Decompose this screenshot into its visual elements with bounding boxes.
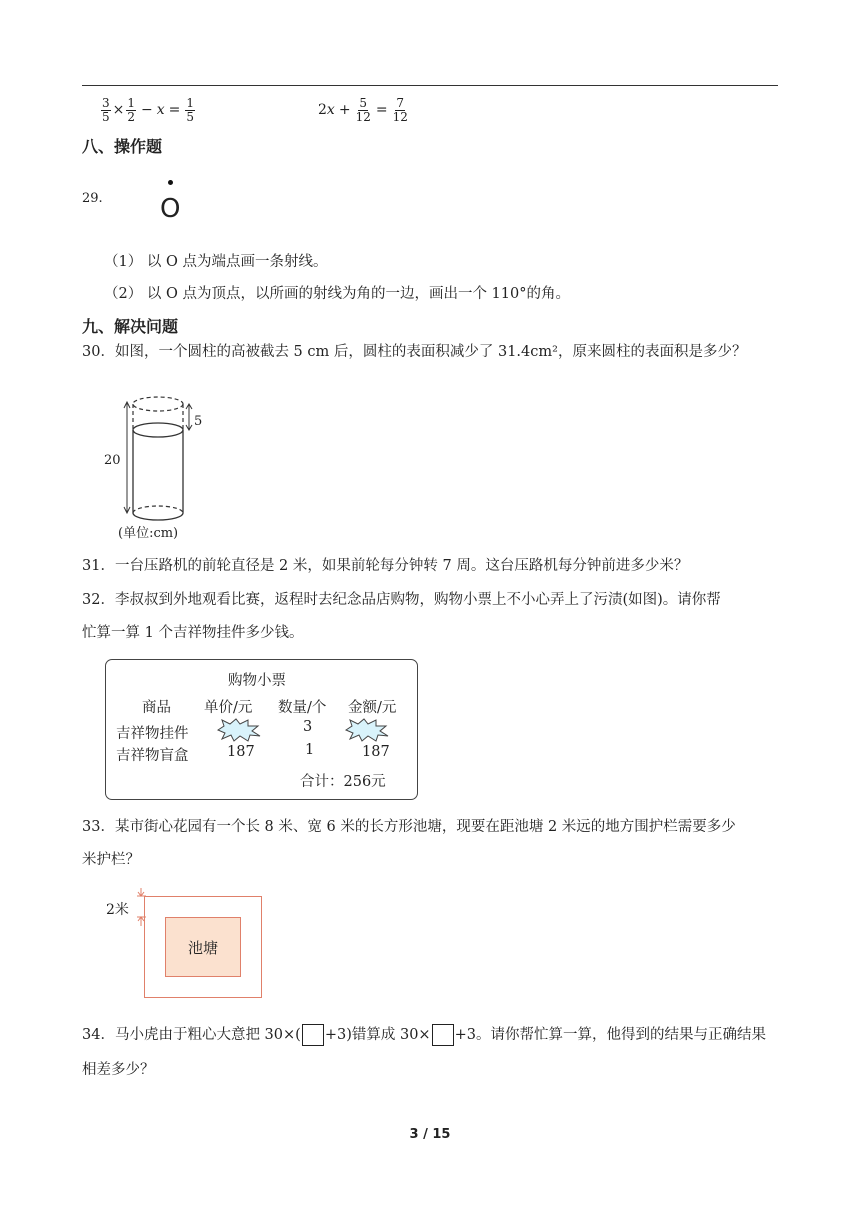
question-text: 相差多少？: [82, 1062, 155, 1078]
receipt-item: 吉祥物挂件: [116, 726, 189, 742]
equation-2: 2 x + $\frac{5}{12}$ = $\frac{7}{12}$: [318, 95, 408, 124]
sub-question: （1） 以 O 点为端点画一条射线。: [104, 254, 328, 270]
question-text: 忙算一算 1 个吉祥物挂件多少钱。: [82, 625, 304, 641]
stain-icon: [214, 718, 262, 742]
section-heading: 九、解决问题: [82, 317, 179, 336]
receipt-header: 商品: [142, 700, 171, 716]
receipt-amount: 187: [362, 744, 390, 760]
fraction: $\frac{7}{12}$: [392, 95, 408, 124]
distance-label: 2米: [106, 902, 129, 918]
fraction: $\frac{3}{5}$: [102, 95, 110, 124]
sub-question: （2） 以 O 点为顶点，以所画的射线为角的一边，画出一个 110°的角。: [104, 286, 570, 302]
receipt-title: 购物小票: [228, 673, 286, 689]
equation-1: $\frac{3}{5}$ × $\frac{1}{2}$ − x = $\frac{1}{5}$: [102, 95, 195, 124]
question-text: 33．某市街心花园有一个长 8 米、宽 6 米的长方形池塘，现要在距池塘 2 米远的地方围护栏需要多少: [82, 819, 736, 835]
blank-box: [432, 1024, 454, 1046]
shopping-receipt: [105, 659, 418, 800]
blank-box: [302, 1024, 324, 1046]
receipt-header: 数量/个: [278, 700, 327, 716]
fraction: $\frac{1}{2}$: [127, 95, 136, 124]
distance-arrows: [134, 888, 154, 928]
height-label: 20: [104, 453, 121, 468]
receipt-header: 金额/元: [348, 700, 397, 716]
receipt-header: 单价/元: [204, 700, 253, 716]
fraction: $\frac{5}{12}$: [355, 95, 371, 124]
fraction: $\frac{1}{5}$: [186, 95, 195, 124]
receipt-price: 187: [227, 744, 255, 760]
receipt-total: 合计：256元: [300, 774, 386, 790]
question-text: 米护栏？: [82, 852, 140, 868]
question-text: 32．李叔叔到外地观看比赛，返程时去纪念品店购物，购物小票上不小心弄上了污渍(如图)。请你帮: [82, 592, 721, 608]
question-number: 29.: [82, 191, 103, 206]
receipt-qty: 3: [303, 719, 313, 735]
question-text: 34．马小虎由于粗心大意把 30×( +3)错算成 30× +3。请你帮忙算一算，他得到的结果与正确结果: [82, 1023, 766, 1047]
stain-icon: [342, 718, 390, 742]
unit-label: (单位:cm): [118, 526, 179, 541]
page-number: 3 / 15: [409, 1127, 451, 1142]
section-heading: 八、操作题: [82, 137, 163, 156]
receipt-qty: 1: [305, 742, 315, 758]
pond-label: 池塘: [187, 938, 218, 957]
point-label: O: [160, 194, 181, 224]
question-text: 31．一台压路机的前轮直径是 2 米，如果前轮每分钟转 7 周。这台压路机每分钟前进多少米？: [82, 558, 689, 574]
receipt-item: 吉祥物盲盒: [116, 748, 189, 764]
cut-label: 5: [194, 414, 203, 429]
point-dot: [168, 180, 173, 185]
question-text: 30．如图，一个圆柱的高被截去 5 cm 后，圆柱的表面积减少了 31.4cm²，原来圆柱的表面积是多少？: [82, 344, 747, 360]
top-rule: [82, 85, 778, 86]
pond-rectangle: [165, 917, 241, 977]
